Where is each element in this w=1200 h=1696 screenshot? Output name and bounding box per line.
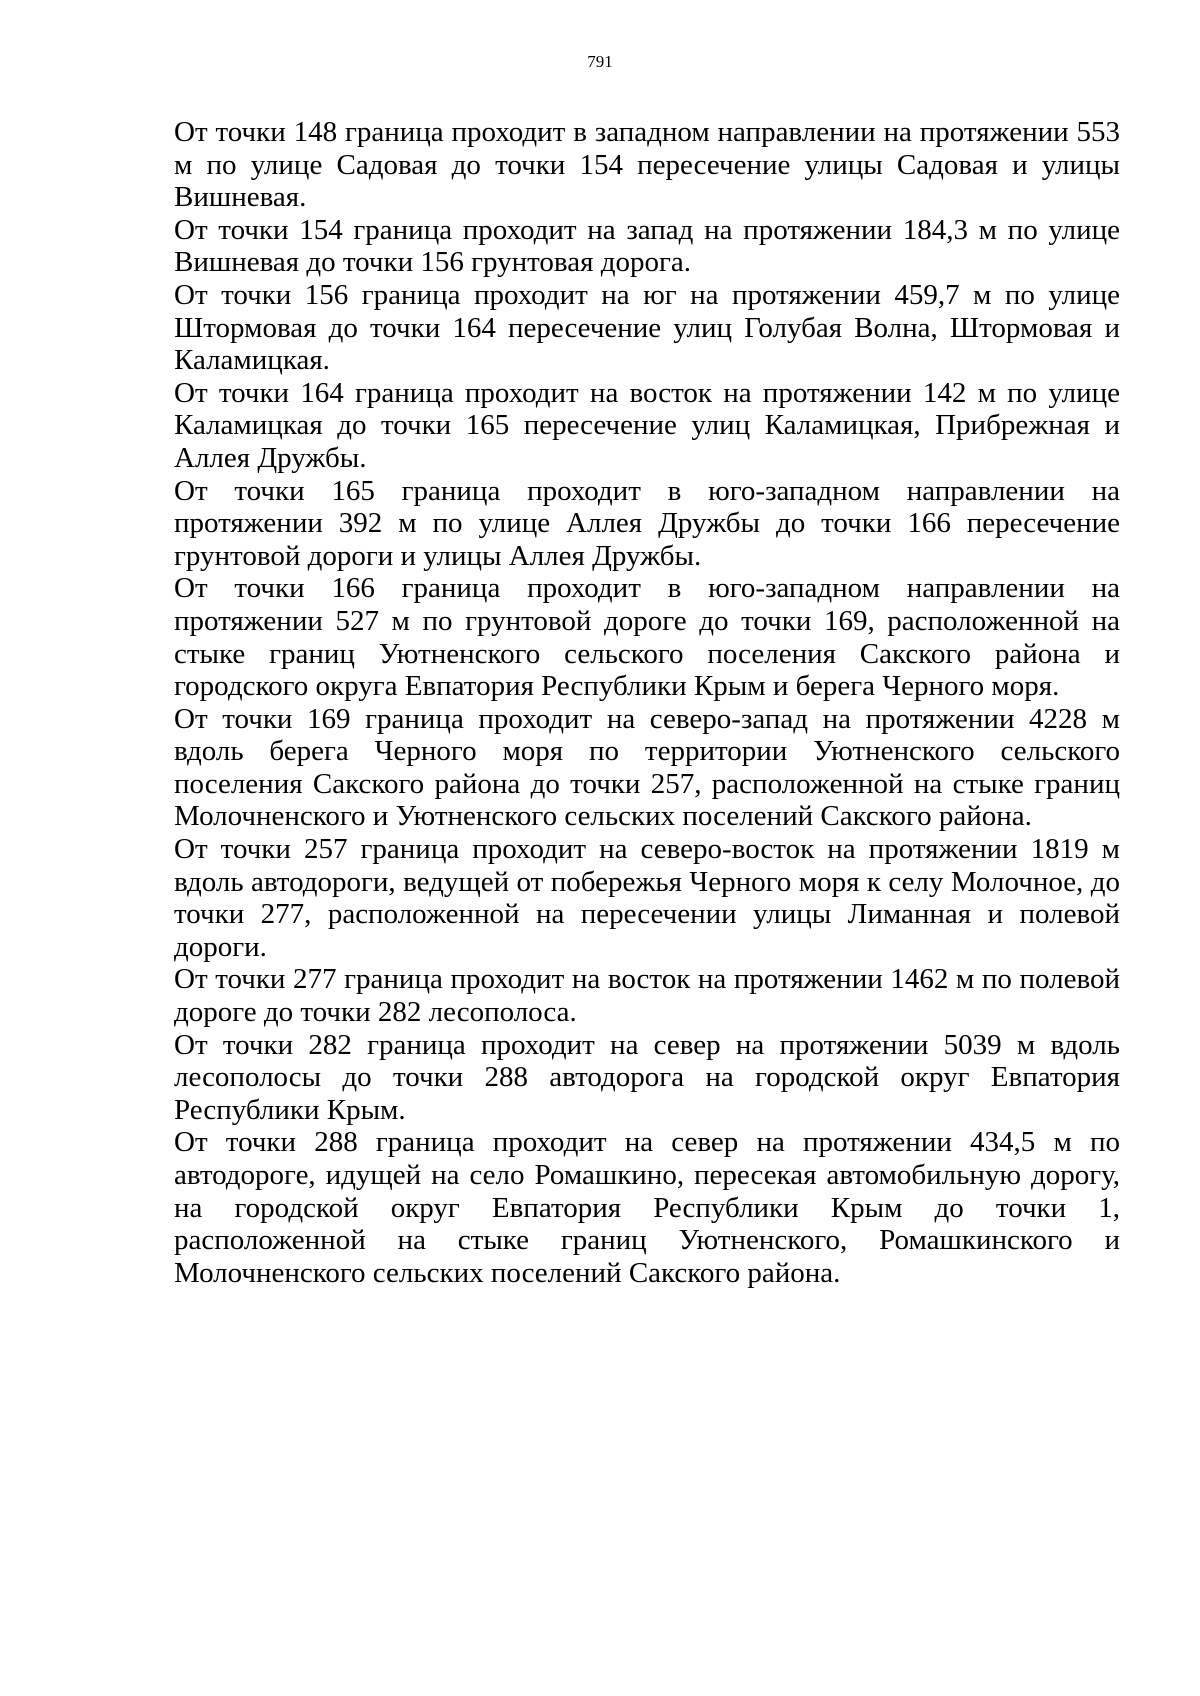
paragraph: От точки 156 граница проходит на юг на протяжении 459,7 м по улице Штормовая до точки 164 пересечение улиц Голубая Волна, Штормовая и Каламицкая.: [174, 278, 1120, 377]
paragraph: От точки 257 граница проходит на северо-восток на протяжении 1819 м вдоль автодороги, ведущей от побережья Черного моря к селу Молочное, до точки 277, расположенной на пересечении улицы Лиманная и полевой дороги.: [174, 833, 1120, 963]
paragraph: От точки 166 граница проходит в юго-западном направлении на протяжении 527 м по грунтовой дороге до точки 169, расположенной на стыке границ Уютненского сельского поселения Сакского района и городского округа Евпатория Республики Крым и берега Черного моря.: [174, 572, 1120, 703]
paragraph: От точки 164 граница проходит на восток на протяжении 142 м по улице Каламицкая до точки 165 пересечение улиц Каламицкая, Прибрежная и Аллея Дружбы.: [174, 376, 1120, 474]
paragraph: От точки 169 граница проходит на северо-запад на протяжении 4228 м вдоль берега Черного моря по территории Уютненского сельского поселения Сакского района до точки 257, расположенной на стыке границ Молочненского и Уютненского сельских поселений Сакского района.: [174, 702, 1120, 833]
page-number: 791: [587, 52, 613, 71]
paragraph: От точки 154 граница проходит на запад на протяжении 184,3 м по улице Вишневая до точки 156 грунтовая дорога.: [174, 213, 1120, 279]
paragraph: От точки 148 граница проходит в западном направлении на протяжении 553 м по улице Садовая до точки 154 пересечение улицы Садовая и улицы Вишневая.: [174, 116, 1120, 214]
paragraph: От точки 282 граница проходит на север на протяжении 5039 м вдоль лесополосы до точки 288 автодорога на городской округ Евпатория Республики Крым.: [174, 1028, 1120, 1126]
paragraph: От точки 277 граница проходит на восток на протяжении 1462 м по полевой дороге до точки 282 лесополоса.: [174, 963, 1120, 1029]
paragraph: От точки 165 граница проходит в юго-западном направлении на протяжении 392 м по улице Аллея Дружбы до точки 166 пересечение грунтовой дороги и улицы Аллея Дружбы.: [174, 474, 1120, 572]
paragraph: От точки 288 граница проходит на север на протяжении 434,5 м по автодороге, идущей на село Ромашкино, пересекая автомобильную дорогу, на городской округ Евпатория Республики Крым до точки 1, расположенной на стыке границ Уютненского, Ромашкинского и Молочненского сельских поселений Сакского района.: [174, 1126, 1120, 1289]
document-body: [174, 116, 1120, 1289]
